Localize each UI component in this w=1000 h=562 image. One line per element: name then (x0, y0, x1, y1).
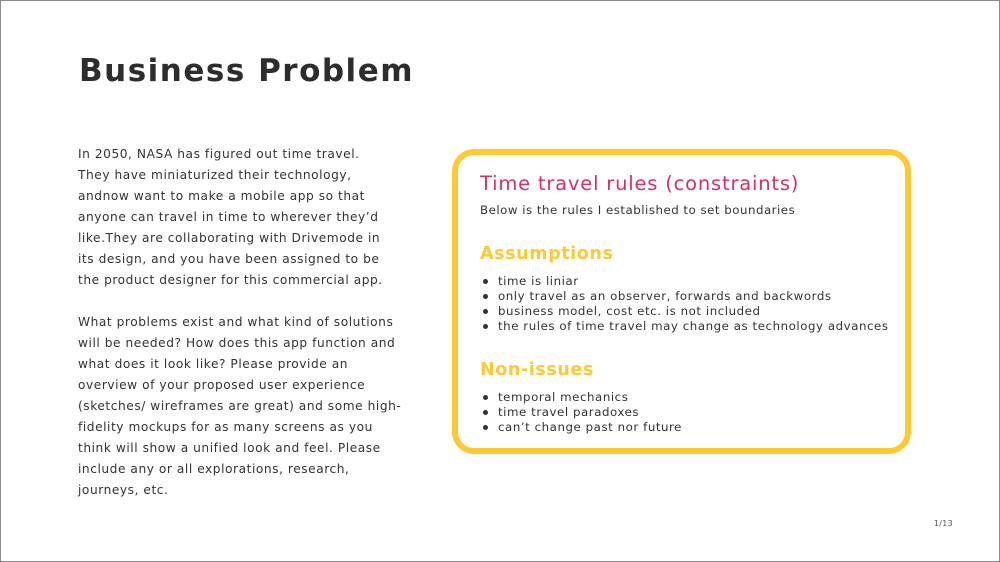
intro-line: andnow want to make a mobile app so that (78, 189, 366, 203)
rules-box (452, 149, 911, 454)
list-item (482, 405, 682, 420)
bullet-icon (483, 324, 488, 329)
intro-line: include any or all explorations, research, (78, 462, 350, 476)
bullet-icon (483, 410, 488, 415)
assumptions-list (482, 274, 889, 334)
intro-line: journeys, etc. (78, 483, 169, 497)
list-item (482, 289, 889, 304)
intro-line: In 2050, NASA has figured out time travel. (78, 147, 360, 161)
list-item-text: temporal mechanics (498, 390, 629, 404)
bullet-icon (483, 425, 488, 430)
page-title: Business Problem (79, 53, 415, 89)
rules-title: Time travel rules (constraints) (480, 172, 800, 195)
bullet-icon (483, 294, 488, 299)
list-item-text: only travel as an observer, forwards and backwords (498, 289, 832, 303)
list-item (482, 420, 682, 435)
non-issues-heading: Non-issues (480, 360, 594, 380)
list-item (482, 390, 682, 405)
intro-line: like.They are collaborating with Drivemode in (78, 231, 381, 245)
bullet-icon (483, 309, 488, 314)
intro-line: think will show a unified look and feel. Please (78, 441, 381, 455)
page-number: 1/13 (933, 519, 953, 528)
bullet-icon (483, 279, 488, 284)
list-item (482, 304, 889, 319)
list-item (482, 319, 889, 334)
intro-paragraph-2 (78, 312, 402, 501)
rules-subtitle: Below is the rules I established to set boundaries (480, 203, 796, 217)
list-item-text: can’t change past nor future (498, 420, 682, 434)
intro-line: what does it look like? Please provide an (78, 357, 349, 371)
list-item (482, 274, 889, 289)
intro-line: overview of your proposed user experience (78, 378, 366, 392)
intro-line: What problems exist and what kind of solutions (78, 315, 394, 329)
intro-line: anyone can travel in time to wherever they’d (78, 210, 379, 224)
intro-line: fidelity mockups for as many screens as you (78, 420, 373, 434)
intro-line: will be needed? How does this app function and (78, 336, 396, 350)
list-item-text: business model, cost etc. is not included (498, 304, 761, 318)
assumptions-heading: Assumptions (480, 244, 614, 264)
list-item-text: the rules of time travel may change as technology advances (498, 319, 889, 333)
non-issues-list (482, 390, 682, 435)
intro-line: They have miniaturized their technology, (78, 168, 352, 182)
bullet-icon (483, 395, 488, 400)
intro-line: (sketches/ wireframes are great) and some high- (78, 399, 402, 413)
intro-paragraph-1 (78, 144, 398, 291)
intro-text (78, 144, 402, 501)
list-item-text: time is liniar (498, 274, 579, 288)
intro-line: the product designer for this commercial app. (78, 273, 383, 287)
list-item-text: time travel paradoxes (498, 405, 640, 419)
intro-line: its design, and you have been assigned to be (78, 252, 380, 266)
